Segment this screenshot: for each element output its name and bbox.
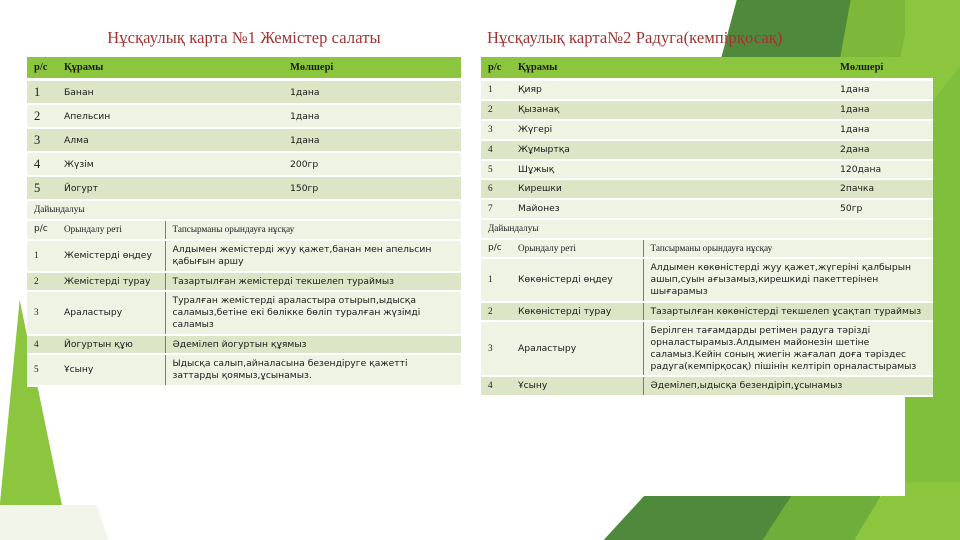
cell-ingredient: Майонез (511, 199, 833, 219)
cell-index: 5 (27, 176, 57, 200)
table-row (481, 160, 933, 180)
column-header-instruction: Тапсырманы орындауға нұсқау (643, 239, 933, 259)
cell-amount: 200гр (283, 152, 461, 176)
cell-instruction: Алдымен көкөністерді жуу қажет,жүгеріні қалбырын ашып,суын ағызамыз,кирешкиді пакеттерінен шығарамыз (643, 258, 933, 301)
table-row (481, 376, 933, 396)
preparation-title: Дайындалуы (481, 220, 933, 239)
cell-amount: 1дана (833, 80, 933, 100)
cell-step: Көкөністерді турау (511, 302, 643, 322)
cell-index: 2 (481, 100, 511, 120)
cell-instruction: Туралған жемістерді араластыра отырып,ыдысқа саламыз,бетіне екі бөлікке бөліп туралған жүзімді саламыз (165, 291, 461, 334)
column-header-index: р/с (27, 57, 57, 80)
table-row (27, 272, 461, 292)
cell-ingredient: Кирешки (511, 179, 833, 199)
cell-step: Көкөністерді өңдеу (511, 258, 643, 301)
column-header-amount: Мөлшері (283, 57, 461, 80)
card-2-preparation-table (481, 220, 933, 397)
preparation-title: Дайындалуы (27, 201, 461, 220)
cell-index: 3 (481, 321, 511, 376)
column-header-instruction: Тапсырманы орындауға нұсқау (165, 220, 461, 240)
cell-index: 7 (481, 199, 511, 219)
cell-index: 2 (481, 302, 511, 322)
table-row (27, 80, 461, 105)
cell-step: Жемістерді өңдеу (57, 240, 165, 272)
cell-index: 4 (481, 140, 511, 160)
cell-amount: 1дана (833, 100, 933, 120)
card-2-title: Нұсқаулық карта№2 Радуга(кемпірқосақ) (487, 28, 783, 47)
table-row (481, 140, 933, 160)
table-row (27, 354, 461, 386)
cell-amount: 2пачка (833, 179, 933, 199)
table-row (481, 100, 933, 120)
table-row (27, 152, 461, 176)
cell-instruction: Ыдысқа салып,айналасына безендіруге қажетті заттарды қоямыз,ұсынамыз. (165, 354, 461, 386)
cell-index: 6 (481, 179, 511, 199)
column-header-index: р/с (27, 220, 57, 240)
table-row (481, 80, 933, 100)
table-row (481, 302, 933, 322)
cell-index: 3 (27, 291, 57, 334)
card-2-ingredients-table (481, 57, 933, 220)
cell-step: Йогуртын құю (57, 335, 165, 355)
table-header-row (27, 57, 461, 80)
preparation-title-row (27, 201, 461, 220)
cell-amount: 1дана (283, 80, 461, 105)
cell-step: Жемістерді турау (57, 272, 165, 292)
card-1-title: Нұсқаулық карта №1 Жемістер салаты (107, 28, 381, 47)
cell-amount: 1дана (283, 104, 461, 128)
column-header-index: р/с (481, 57, 511, 80)
table-row (27, 128, 461, 152)
column-header-ingredient: Құрамы (511, 57, 833, 80)
instruction-card-1 (27, 28, 461, 387)
cell-index: 4 (27, 335, 57, 355)
cell-instruction: Тазартылған жемістерді текшелеп тураймыз (165, 272, 461, 292)
preparation-header-row (27, 220, 461, 240)
table-row (481, 258, 933, 301)
table-row (27, 291, 461, 334)
card-1-ingredients-table (27, 57, 461, 201)
cell-amount: 50гр (833, 199, 933, 219)
cell-index: 1 (481, 80, 511, 100)
column-header-ingredient: Құрамы (57, 57, 283, 80)
cell-ingredient: Жүзім (57, 152, 283, 176)
cell-index: 3 (481, 120, 511, 140)
cell-index: 2 (27, 104, 57, 128)
preparation-header-row (481, 239, 933, 259)
cell-instruction: Тазартылған көкөністерді текшелеп ұсақтап тураймыз (643, 302, 933, 322)
cell-ingredient: Қияр (511, 80, 833, 100)
cell-instruction: Әдемілеп,ыдысқа безендіріп,ұсынамыз (643, 376, 933, 396)
cell-step: Ұсыну (511, 376, 643, 396)
cell-ingredient: Жұмыртқа (511, 140, 833, 160)
cell-ingredient: Қызанақ (511, 100, 833, 120)
table-row (481, 321, 933, 376)
table-row (481, 179, 933, 199)
cell-ingredient: Апельсин (57, 104, 283, 128)
preparation-title-row (481, 220, 933, 239)
cell-instruction: Алдымен жемістерді жуу қажет,банан мен апельсин қабығын аршу (165, 240, 461, 272)
cell-amount: 120дана (833, 160, 933, 180)
cell-index: 1 (27, 240, 57, 272)
table-row (481, 120, 933, 140)
table-row (27, 176, 461, 200)
cell-step: Араластыру (511, 321, 643, 376)
card-1-preparation-table (27, 201, 461, 386)
cell-ingredient: Алма (57, 128, 283, 152)
cell-step: Араластыру (57, 291, 165, 334)
cell-instruction: Берілген тағамдарды ретімен радуга тәрізді орналастырамыз.Алдымен майонезін шетіне саламыз.Кейін соның жиегін жағалап доға тәріздес радуга(кемпірқосақ) пішінін келтіріп орналастырамыз (643, 321, 933, 376)
table-row (27, 240, 461, 272)
cell-index: 4 (481, 376, 511, 396)
cell-index: 3 (27, 128, 57, 152)
column-header-step: Орындалу реті (57, 220, 165, 240)
cell-instruction: Әдемілеп йогуртын құямыз (165, 335, 461, 355)
column-header-index: р/с (481, 239, 511, 259)
column-header-amount: Мөлшері (833, 57, 933, 80)
cell-amount: 2дана (833, 140, 933, 160)
cell-ingredient: Банан (57, 80, 283, 105)
cell-amount: 150гр (283, 176, 461, 200)
table-row (27, 104, 461, 128)
instruction-card-2 (481, 28, 933, 397)
table-row (27, 335, 461, 355)
cell-amount: 1дана (833, 120, 933, 140)
table-header-row (481, 57, 933, 80)
cell-index: 5 (481, 160, 511, 180)
cell-index: 5 (27, 354, 57, 386)
cell-index: 2 (27, 272, 57, 292)
cell-amount: 1дана (283, 128, 461, 152)
cell-index: 4 (27, 152, 57, 176)
cell-ingredient: Йогурт (57, 176, 283, 200)
cell-index: 1 (481, 258, 511, 301)
table-row (481, 199, 933, 219)
decorative-shape-bottom-left-faint (0, 505, 110, 540)
cell-index: 1 (27, 80, 57, 105)
column-header-step: Орындалу реті (511, 239, 643, 259)
cell-ingredient: Шұжық (511, 160, 833, 180)
cell-ingredient: Жүгері (511, 120, 833, 140)
cell-step: Ұсыну (57, 354, 165, 386)
